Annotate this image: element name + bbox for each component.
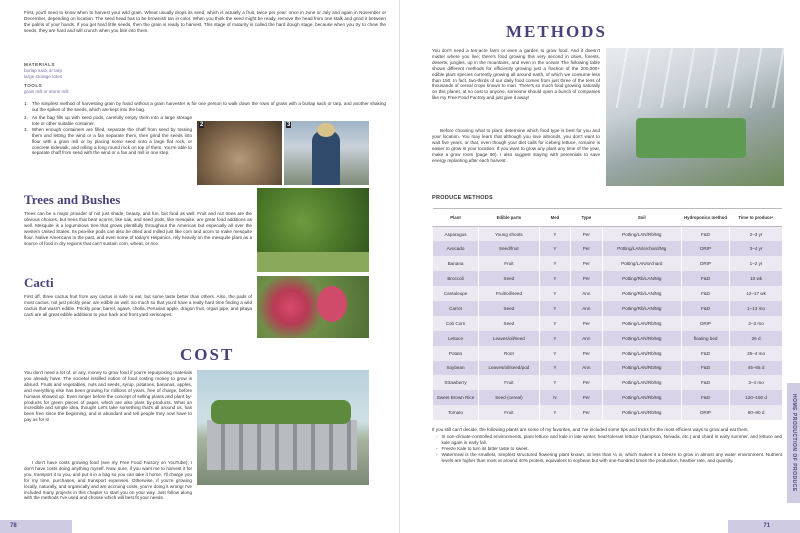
tips-list: [436, 434, 782, 464]
cell: Avocado: [433, 241, 479, 256]
cell: Potting/Rb/LAN/Mg: [602, 286, 682, 301]
cell: Seed (cereal): [479, 390, 540, 405]
cell: Per: [571, 405, 602, 420]
tips-intro: If you still can't decide, the following plants are some of my favorites, and I've included some tips and tricks for the most efficient ways to grow and eat them.: [432, 427, 749, 432]
cell: Per: [571, 346, 602, 361]
cell: F&D: [682, 346, 730, 361]
cell: DRIP: [682, 316, 730, 331]
cell: Per: [571, 316, 602, 331]
cell: Cantaloupe: [433, 286, 479, 301]
table-row: [433, 331, 783, 346]
cell: Ann: [571, 301, 602, 316]
grass: [257, 252, 369, 272]
cell: Seed: [479, 271, 540, 286]
cell: Y: [539, 241, 570, 256]
table-row: [433, 241, 783, 256]
cactus-fruit-photo: [257, 276, 369, 338]
cell: 45–65 d: [730, 361, 782, 376]
cell: Y: [539, 271, 570, 286]
cell: Potato: [433, 346, 479, 361]
cell: Y: [539, 227, 570, 242]
materials-label: MATERIALS: [24, 62, 55, 67]
cell: Fruit: [479, 256, 540, 271]
cell: Broccoli: [433, 271, 479, 286]
cell: Ann: [571, 286, 602, 301]
cell: Seed: [479, 316, 540, 331]
cell: Per: [571, 375, 602, 390]
cactus-fruit: [317, 286, 347, 322]
page-number-left: 78: [0, 520, 72, 533]
cell: F&D: [682, 286, 730, 301]
cell: Y: [539, 316, 570, 331]
cell: 1–13 mo: [730, 301, 782, 316]
cell: 1–2 yr: [730, 256, 782, 271]
cell: 2–3 mo: [730, 316, 782, 331]
tools-label: TOOLS: [24, 82, 43, 88]
tip-text: Freeze Kale to turn its bitter taste to sweet.: [441, 445, 529, 451]
material-item: large storage totes: [24, 73, 63, 79]
trees-title: Trees and Bushes: [24, 192, 121, 207]
mortar-photo: [197, 121, 282, 185]
man-with-grain-photo: [284, 121, 369, 185]
cell: 2–3 yr: [730, 227, 782, 242]
cell: DRIP: [682, 256, 730, 271]
table-body: [433, 227, 783, 421]
cell: floating bed: [682, 331, 730, 346]
step-3: 3. When enough containers are filled, separate the chaff from seed by tossing them and letting the wind or a fan separate them, then grind the seeds into flour with a grain mill or by placing some seed onto a large flat rock, or concrete sidewalk, and rolling a long round rock on top of them. You're able to separate chaff from seed with the wind or a fan and mill in one step.: [24, 126, 192, 156]
cell: 3–4 yr: [730, 241, 782, 256]
tip-item: - Freeze Kale to turn its bitter taste to sweet.: [436, 445, 529, 451]
tree-photo: [257, 188, 369, 272]
cell: Potting/LAN/Rb/Mg: [602, 227, 682, 242]
table-row: [433, 256, 783, 271]
step-2-text: As the bag fills up with seed pods, carefully empty them into a large storage tote or other suitable container.: [31, 115, 192, 126]
cacti-paragraph: First off, three cactus fruit from any cactus is safe to eat, but some taste better than others. Also, the pads of most cactus, not just prickly pear, are edible as well. So much so that you'd have a really hard time finding a wild cactus that wasn't edible. Prickly pear, barrel, agave, cholla, Peruvian apple, dragon fruit, organ pipe, and pitaya cacti are all great edible additions to your back and front yard xeriscapes.: [24, 294, 252, 317]
photo-number: 3: [287, 122, 291, 128]
cell: Soybean: [433, 361, 479, 376]
column-header: Type: [571, 209, 602, 227]
cell: F&D: [682, 301, 730, 316]
cost-title: COST: [180, 345, 235, 364]
cell: Potting/LAN/orchard/Mg: [602, 241, 682, 256]
steps-list-top: [24, 101, 386, 113]
step-2: 2. As the bag fills up with seed pods, carefully empty them into a large storage tote or other suitable container.: [24, 115, 192, 126]
column-header: Hydroponics method: [682, 209, 730, 227]
table-row: [433, 316, 783, 331]
cell: Asparagus: [433, 227, 479, 242]
cell: Root: [479, 346, 540, 361]
column-header: Time to produce¹: [730, 209, 782, 227]
cell: Potting/Rb/LAN/Mg: [602, 301, 682, 316]
column-header: Soil: [602, 209, 682, 227]
cell: Per: [571, 241, 602, 256]
steps-list: [24, 115, 192, 156]
cell: Ann: [571, 331, 602, 346]
cell: Y: [539, 375, 570, 390]
table-row: [433, 390, 783, 405]
page-number-right: 71: [728, 520, 800, 533]
cell: 12–17 wk: [730, 286, 782, 301]
tin-cans: [207, 420, 357, 470]
cell: Y: [539, 405, 570, 420]
cost-paragraph-1: You don't need a lot of, or any, money to grow food if you're repurposing materials you already have. The societal instilled notion of food costing money to grow is absurd. Fruits and vegetables, nuts and seeds, syrup, potatoes, bananas, apples, and everything else has been growing for millions of years, free of charge, before humans showed up. Even longer before the concept of selling plants and plant by-products for green pieces of paper, which are also plant by-products. What an incredible and simple idea, though! Let's take something that's all around us, has been free since the beginning, and is abundant and tell people they now have to pay us for it!: [24, 370, 192, 423]
column-header: Plant: [433, 209, 479, 227]
cell: Potting/LAN/Rb/Mg: [602, 316, 682, 331]
cell: 120–150 d: [730, 390, 782, 405]
chapter-side-tab: HOME PRODUCTION OF PRODUCE: [787, 383, 800, 503]
cell: Potting/LAN/Rb/Mg: [602, 390, 682, 405]
person-figure: [312, 131, 340, 185]
cell: Per: [571, 390, 602, 405]
table-row: [433, 361, 783, 376]
cell: Fruit/oil/seed: [479, 286, 540, 301]
table-row: [433, 271, 783, 286]
cell: Fruit: [479, 405, 540, 420]
cell: Potting/Rb/LAN/Mg: [602, 271, 682, 286]
methods-paragraph-1: You don't need a ten-acre farm or even a garden to grow food. And it doesn't matter where you live; there's food growing this very second in cities, forests, deserts, jungles, up in the mountains, and even in the ocean! The following table shows different methods for efficiently growing just a fraction of the 200,000+ edible plant species currently growing all around earth, of which we consume less than 150. In fact, two-thirds of our daily food comes from just three of the tens of thousands of cereal crops known to man. There's so much food growing naturally on this planet, at no cost to anyone, someone should open a bunch of companies like my Free Food Factory and just give it away!: [432, 48, 600, 101]
cell: Lettuce: [433, 331, 479, 346]
cell: Leaves/oil/seed/pod: [479, 361, 540, 376]
cell: Per: [571, 271, 602, 286]
tool-item: grain mill or stone mill: [24, 88, 69, 94]
cell: Potting/LAN/Rb/Mg: [602, 331, 682, 346]
greenhouse-photo: [606, 48, 784, 186]
cell: 10 wk: [730, 271, 782, 286]
column-header: Med: [539, 209, 570, 227]
column-header: Edible parts: [479, 209, 540, 227]
cell: Y: [539, 286, 570, 301]
table-header-row: [433, 209, 783, 227]
cell: DRIP: [682, 405, 730, 420]
cell: 25–4 mo: [730, 346, 782, 361]
greenhouse-ribs: [606, 48, 784, 108]
table-row: [433, 346, 783, 361]
table-row: [433, 286, 783, 301]
table-row: [433, 301, 783, 316]
cell: F&D: [682, 390, 730, 405]
cell: Sweet Brown Rice: [433, 390, 479, 405]
material-item: burlap sack or tarp: [24, 67, 63, 73]
cell: Tomato: [433, 405, 479, 420]
cell: Y: [539, 331, 570, 346]
table-row: [433, 227, 783, 242]
step-1-text: The simplest method of harvesting grain by hand without a grain harvester is for one person to walk down the rows of grass with a burlap sack or tarp, and another shaking out the spikes of the seeds, which are kept into the bag.: [31, 101, 386, 112]
tip-text: Watermeal is the smallest, simplest structured flowering plant known, at less than ¼ in, which makes it a breeze to grow in almost any water environment. Nutrient levels are higher than most at around 40% protein, equivalent to soybean but with one-hundred times the production, heartier rate, and quantity.: [441, 451, 782, 463]
cell: Per: [571, 256, 602, 271]
cell: N: [539, 390, 570, 405]
cell: Cob Corn: [433, 316, 479, 331]
cell: Ann: [571, 361, 602, 376]
cost-paragraph-2: I don't have costs growing food (see my Free Food Factory on YouTube); I don't have costs doing anything myself. Now, sure, if you want me to harvest it for you, transport it to you, and put it in a bag so you can take it home, I'll charge you for my time, purchases, and transport expenses. Otherwise, if you're growing locally, naturally, and organically and are accruing costs, you're doing it wrong! I've included many projects in this chapter to start you on your way. Just follow along with the methods I've used and choose which will best fit your needs.: [24, 460, 192, 501]
tip-item: - In non-climate-controlled environments, plant lettuce and kale in late winter, heat-tolerant lettuce (Sampson, Nevada, etc.) and chard in early summer, and lettuce and kale again in early fall.: [436, 434, 782, 445]
cans-garden-photo: [197, 370, 369, 485]
cell: Seed/fruit: [479, 241, 540, 256]
cell: 60–80 d: [730, 405, 782, 420]
cell: F&D: [682, 361, 730, 376]
cell: DRIP: [682, 241, 730, 256]
grain-bundle: [317, 123, 335, 137]
intro-paragraph: First, you'll need to know when to harvest your wild grain. Wheat usually drops its seed, which is actually a fruit, twice per year: once in June or July and again in November or December, depending on location. The seed head has to be brownish tan in color. When you think the seed might be ready, remove the head from one stalk and grind it between the palms of your hands. If you get hard little seeds, then the grain is ready to harvest. This stage of maturity is called the hard dough stage, because when you try to chew the seeds, they are hard and will crunch when you bite into them.: [24, 10, 386, 33]
produce-methods-table: [432, 208, 782, 420]
step-3-text: When enough containers are filled, separate the chaff from seed by tossing them and letting the wind or a fan separate them, then grind the seeds into flour with a grain mill or by placing some seed onto a large flat rock, or concrete sidewalk, and rolling a long round rock on top of them. You're able to separate chaff from seed with the wind or a fan and mill in one step.: [31, 126, 192, 156]
cell: Potting/LAN/Rb/Mg: [602, 361, 682, 376]
trees-paragraph: Trees can be a major provider of not just shade, beauty, and fun, but food as well. Fruit and nut trees are the obvious choices, but trees that bear acorns, like oak, and seed pods, like mesquite, are great food additions as well. Mesquite is a leguminous tree that grows plentifully throughout the Americas but especially all over the western United States. Its pea-like pods can also be dried and milled just like corn and acorn to make mesquite flour. Native Americans in the past, and even some of today's Hispanics, rely heavily on the mesquite plant as a source of food in dry regions that can't sustain corn, wheat, or rice.: [24, 211, 252, 246]
water-trough: [636, 118, 746, 158]
cell: Per: [571, 227, 602, 242]
cell: Potting/LAN/orchard: [602, 256, 682, 271]
cell: F&D: [682, 271, 730, 286]
methods-title: METHODS: [506, 22, 607, 41]
cell: F&D: [682, 227, 730, 242]
cell: Y: [539, 361, 570, 376]
tip-text: In non-climate-controlled environments, plant lettuce and kale in late winter, heat-tolerant lettuce (Sampson, Nevada, etc.) and chard in early summer, and lettuce and kale again in early fall.: [441, 434, 782, 445]
cell: Young shoots: [479, 227, 540, 242]
table-row: [433, 405, 783, 420]
step-1: 1. The simplest method of harvesting grain by hand without a grain harvester is for one person to walk down the rows of grass with a burlap sack or tarp, and another shaking out the spikes of the seeds, which are kept into the bag.: [24, 101, 386, 112]
cell: Carrot: [433, 301, 479, 316]
cell: Strawberry: [433, 375, 479, 390]
table-title: PRODUCE METHODS: [432, 195, 494, 201]
photo-number: 2: [200, 122, 204, 128]
cell: Leaves/oil/seed: [479, 331, 540, 346]
tip-item: - Watermeal is the smallest, simplest structured flowering plant known, at less than ¼ in, which makes it a breeze to grow in almost any water environment. Nutrient levels are higher than most at around 40% protein, equivalent to soybean but with one-hundred times the production, heartier rate, and quantity.: [436, 451, 782, 463]
cacti-title: Cacti: [24, 275, 54, 290]
cell: Fruit: [479, 375, 540, 390]
cell: F&D: [682, 375, 730, 390]
cell: Y: [539, 346, 570, 361]
methods-paragraph-2: Before choosing what to plant, determine which food type is best for you and your location. You may learn that although you love almonds, you don't want to wait five years, or that, even though your diet calls for iceberg lettuce, romaine is easier to grow in your location. If you want to grow any plant any time of the year, make a grow room (page 96). I also suggest staying with perennials to save energy replanting after each harvest.: [432, 128, 600, 163]
cell: Y: [539, 256, 570, 271]
table-row: [433, 375, 783, 390]
plants: [211, 400, 351, 424]
cell: Potting/LAN/Rb/Mg: [602, 375, 682, 390]
cell: Potting/LAN/Rb/Mg: [602, 405, 682, 420]
cell: 3–4 mo: [730, 375, 782, 390]
cell: Seed: [479, 301, 540, 316]
cell: 26 d: [730, 331, 782, 346]
cell: Potting/LAN/Rb/Mg: [602, 346, 682, 361]
materials-block: [24, 62, 224, 95]
cell: Y: [539, 301, 570, 316]
cell: Banana: [433, 256, 479, 271]
